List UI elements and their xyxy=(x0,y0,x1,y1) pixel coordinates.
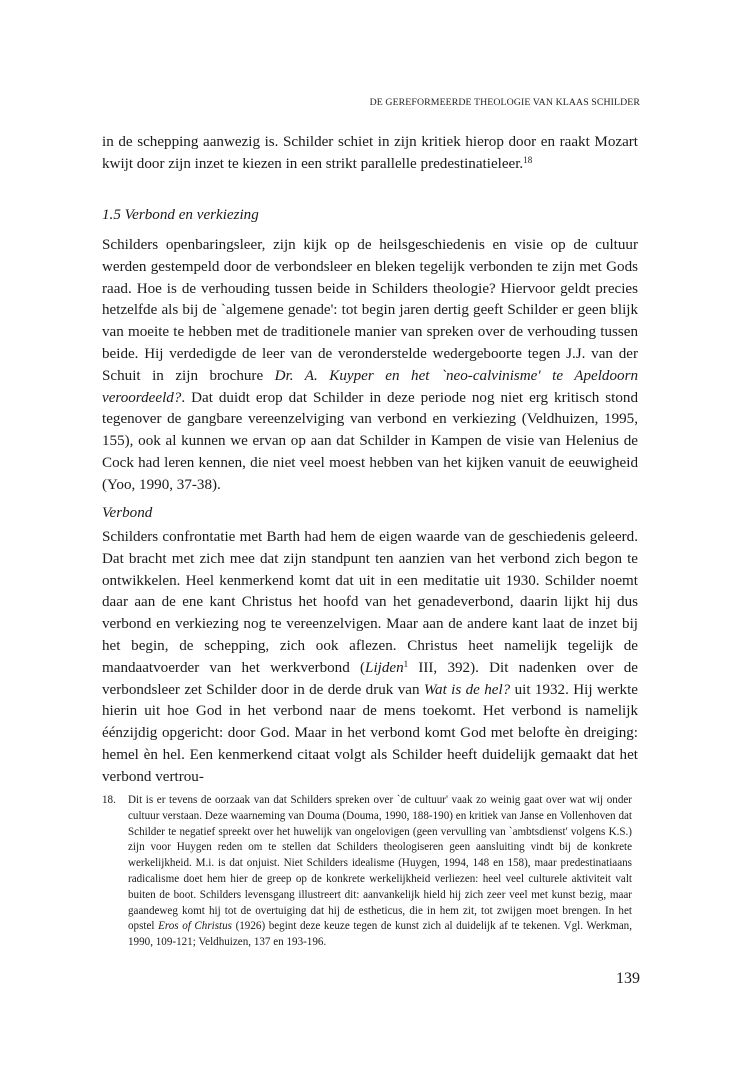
verbond-text-3: uit 1932. Hij werkte hierin uit hoe God in het verbond naar de mens toekomt. Het verbond is namelijk éénzijdig opgericht: door God. Maar in het verbond komt God met belofte èn dreiging: hemel èn hel. Een kenmerkend citaat volgt als Schilder heeft duidelijk gemaakt dat het verbond vertrou- xyxy=(102,681,638,785)
footnote-text xyxy=(128,793,632,951)
footnote-reference: 18 xyxy=(523,154,533,165)
intro-text: in de schepping aanwezig is. Schilder schiet in zijn kritiek hierop door en raakt Mozart kwijt door zijn inzet te kiezen in een strikt parallelle predestinatieleer. xyxy=(102,134,638,172)
footnote-number: 18. xyxy=(102,794,116,806)
section-heading: 1.5 Verbond en verkiezing xyxy=(102,207,259,223)
subheading: Verbond xyxy=(102,505,153,521)
hel-title: Wat is de hel? xyxy=(423,681,511,698)
eros-title: Eros of Christus xyxy=(158,920,232,933)
footnote-text-2: (1926) begint deze keuze tegen de kunst zich al duidelijk af te tekenen. Vgl. Werkman, 1990, 109-121; Veldhuizen, 137 en 193-196. xyxy=(128,920,632,949)
verbond-text-1: Schilders confrontatie met Barth had hem de eigen waarde van de geschiedenis geleerd. Dat bracht met zich mee dat zijn standpunt ten aanzien van het verbond zich begon te ontwikkelen. Heel kenmerkend komt dat uit in een meditatie uit 1930. Schilder noemt daar aan de ene kant Christus het hoofd van het genadeverbond, daarin lijkt hij dus verbond en verkiezing nog te vereenzelvigen. Maar aan de andere kant laat de inzet bij het begin, de schepping, zich ook aflezen. Christus heet namelijk tegelijk de mandaatvoerder van het werkverbond ( xyxy=(102,529,638,676)
running-header: DE GEREFORMEERDE THEOLOGIE VAN KLAAS SCHILDER xyxy=(369,97,640,108)
footnote-text-1: Dit is er tevens de oorzaak van dat Schilders spreken over `de cultuur' vaak zo weinig gaat over wat wij onder cultuur verstaan. Deze waarneming van Douma (Douma, 1990, 188-190) en kritiek van Janse en Vollenhoven dat Schilder te negatief spreekt over het huwelijk van ongelovigen (geen vervulling van `ambtsdienst' volgens K.S.) zijn voor Huygen reden om te stellen dat Schilders theologiseren geen aansluiting vindt bij de konkrete werkelijkheid. M.i. is dat onjuist. Niet Schilders idealisme (Huygen, 1994, 148 en 158), maar predestinatiaans radicalisme doet hem hier de greep op de konkrete werkelijkheid verliezen: heel veel culturele aktiviteit valt buiten de boot. Schilders levensgang illustreert dit: aanvankelijk hield hij zich zeer veel met kunst bezig, maar gaandeweg komt hij tot de overtuiging dat hij de estheticus, die in hem zit, tot zwijgen moet brengen. In het opstel xyxy=(128,794,632,933)
lijden-title: Lijden xyxy=(365,659,404,676)
page-number: 139 xyxy=(616,970,640,987)
brochure-title: Dr. A. Kuyper en het `neo-calvinisme' te Apeldoorn veroordeeld? xyxy=(102,367,638,406)
lijden-superscript: 1 xyxy=(403,658,409,669)
section-text-2: . Dat duidt erop dat Schilder in deze periode nog niet erg kritisch stond tegenover de gangbare vereenzelviging van verbond en verkiezing (Veldhuizen, 1995, 155), ook al kunnen we ervan op aan dat Schilder in Kampen de visie van Helenius de Cock had leren kennen, die niet veel moest hebben van het kijken vanuit de eeuwigheid (Yoo, 1990, 37-38). xyxy=(102,389,638,493)
section-paragraph xyxy=(102,235,638,497)
section-text-1: Schilders openbaringsleer, zijn kijk op de heilsgeschiedenis en visie op de cultuur werden gestempeld door de verbondsleer en bleken tegelijk verbonden te zijn met Gods raad. Hoe is de verhouding tussen beide in Schilders theologie? Hiervoor geldt precies hetzelfde als bij de `algemene genade': tot begin jaren dertig geeft Schilder er geen blijk van moeite te hebben met de traditionele manier van spreken over de verhouding tussen beide. Hij verdedigde de leer van de veronderstelde wedergeboorte tegen J.J. van der Schuit in zijn brochure xyxy=(102,237,638,384)
footnote xyxy=(102,793,632,951)
verbond-paragraph xyxy=(102,527,638,789)
verbond-text-2: III, 392). Dit nadenken over de verbondsleer zet Schilder door in de derde druk van xyxy=(102,659,638,698)
intro-paragraph xyxy=(102,132,638,176)
